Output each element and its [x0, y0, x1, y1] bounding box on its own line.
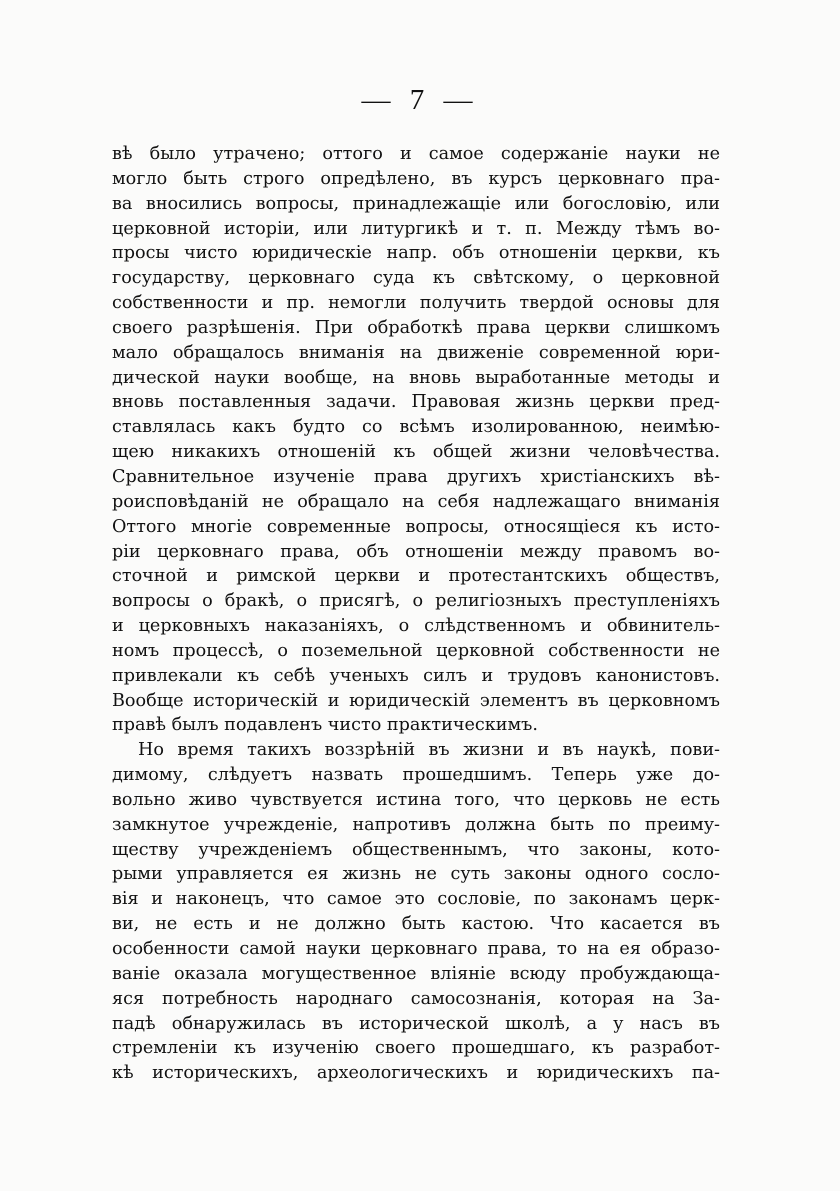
text-line: Оттого многіе современные вопросы, относящіеся къ исто-	[112, 516, 720, 537]
text-line: правѣ былъ подавленъ чисто практическимъ.	[112, 715, 538, 736]
text-line: мало обращалось вниманія на движеніе современной юри-	[112, 342, 720, 363]
text-line: ваніе оказала могущественное вліяніе всюду пробуждающа-	[112, 963, 720, 984]
text-line: падѣ обнаружилась въ исторической школѣ, а у насъ въ	[112, 1013, 720, 1034]
text-line: роисповѣданій не обращало на себя надлежащаго вниманія	[112, 491, 720, 512]
text-line: яся потребность народнаго самосознанія, которая на За-	[112, 988, 720, 1009]
text-line: государству, церковнаго суда къ свѣтскому, о церковной	[112, 268, 720, 289]
text-line: Но время такихъ воззрѣній въ жизни и въ наукѣ, пови-	[138, 740, 720, 761]
text-line: димому, слѣдуетъ назвать прошедшимъ. Теперь уже до-	[112, 765, 720, 786]
text-line: собственности и пр. немогли получить твердой основы для	[112, 293, 720, 314]
text-line: вольно живо чувствуется истина того, что церковь не есть	[112, 789, 720, 810]
text-line: сточной и римской церкви и протестантскихъ обществъ,	[112, 566, 720, 587]
text-line: стремленіи къ изученію своего прошедшаго, къ разработ-	[112, 1038, 720, 1059]
text-line: вѣ было утрачено; оттого и самое содержаніе науки не	[112, 144, 720, 164]
paragraph-1	[112, 142, 720, 738]
text-line: дической науки вообще, на вновь выработанные методы и	[112, 367, 720, 388]
text-line: щею никакихъ отношеній къ общей жизни человѣчества.	[112, 442, 720, 463]
text-line: привлекали къ себѣ ученыхъ силъ и трудовъ канонистовъ.	[112, 665, 720, 686]
text-line: могло быть строго опредѣлено, въ курсъ церковнаго пра-	[112, 168, 720, 189]
text-line: и церковныхъ наказаніяхъ, о слѣдственномъ и обвинитель-	[112, 616, 720, 637]
text-line: ва вносились вопросы, принадлежащіе или богословію, или	[112, 193, 720, 214]
text-line: Вообще историческій и юридическій элементъ въ церковномъ	[112, 690, 720, 711]
text-line: Сравнительное изученіе права другихъ христіанскихъ вѣ-	[112, 466, 720, 487]
text-line: просы чисто юридическіе напр. объ отношеніи церкви, къ	[112, 243, 720, 264]
text-line: кѣ историческихъ, археологическихъ и юридическихъ па-	[112, 1063, 720, 1084]
text-line: особенности самой науки церковнаго права, то на ея образо-	[112, 939, 720, 959]
text-line: ществу учрежденіемъ общественнымъ, что законы, кото-	[112, 839, 720, 860]
text-line: вопросы о бракѣ, о присягѣ, о религіозныхъ преступленіяхъ	[112, 591, 720, 612]
text-line: замкнутое учрежденіе, напротивъ должна быть по преиму-	[112, 814, 720, 835]
page-number: — 7 —	[361, 84, 479, 116]
text-line: вновь поставленныя задачи. Правовая жизнь церкви пред-	[112, 392, 720, 413]
body-text	[112, 142, 720, 1086]
text-line: рыми управляется ея жизнь не суть законы одного сосло-	[112, 864, 720, 885]
text-line: ставлялась какъ будто со всѣмъ изолированною, неимѣю-	[112, 417, 720, 438]
text-line: церковной исторіи, или литургикѣ и т. п. Между тѣмъ во-	[112, 218, 720, 239]
text-line: вія и наконецъ, что самое это сословіе, по законамъ церк-	[112, 889, 720, 910]
text-line: ви, не есть и не должно быть кастою. Что касается въ	[112, 914, 720, 935]
text-line: ріи церковнаго права, объ отношеніи между правомъ во-	[112, 541, 720, 562]
text-line: номъ процессѣ, о поземельной церковной собственности не	[112, 640, 720, 661]
text-line: своего разрѣшенія. При обработкѣ права церкви слишкомъ	[112, 317, 720, 338]
paragraph-2	[112, 738, 720, 1086]
